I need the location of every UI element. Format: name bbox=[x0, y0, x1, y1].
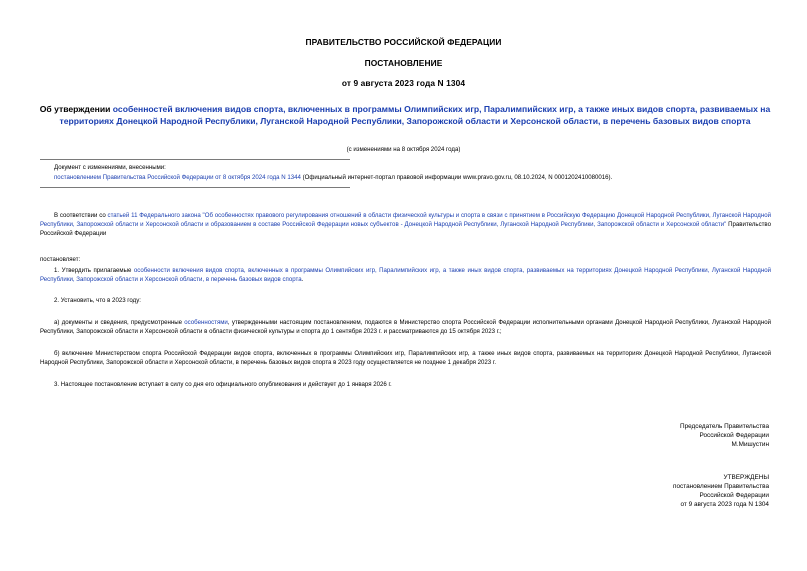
item-1-link[interactable]: особенности включения видов спорта, включенных в программы Олимпийских игр, Паралимпийских игр, а также иных видов спорта, развиваемых на территориях Донецкой Народной Республики, Луганской Народной Республики, Запорожской области и Херсонской области, в перечень базовых видов спорта bbox=[40, 267, 772, 283]
document-title bbox=[30, 104, 780, 127]
law-link[interactable]: статьей 11 Федерального закона "Об особенностях правового регулирования отношений в области физической культуры и спорта в связи с принятием в Российскую Федерацию Донецкой Народной Республики, Луганской Народной Республики, Запорожской области и Херсонской области и образованием в составе Российской Федерации новых субъектов - Донецкой Народной Республики, Луганской Народной Республики, Запорожской области и Херсонской области" bbox=[40, 212, 771, 228]
item-1-suffix: . bbox=[301, 275, 304, 283]
signature-block bbox=[680, 422, 769, 449]
document-date-number: от 9 августа 2023 года N 1304 bbox=[341, 78, 466, 88]
item-2a-link[interactable]: особенностями bbox=[184, 319, 228, 326]
item-2a-suffix: , утвержденными настоящим постановлением, подаются в Министерство спорта Российской Федерации исполнительными органами Донецкой Народной Республики, Луганской Народной Республики, Запорожской области и Херсонской области в области физической культуры и спорта до 1 сентября 2023 г. и рассматриваются до 15 октября 2023 г.; bbox=[40, 319, 771, 335]
item-3-paragraph: 3. Настоящее постановление вступает в силу со дня его официального опубликования и действует до 1 января 2026 г. bbox=[54, 381, 392, 388]
changes-source: (Официальный интернет-портал правовой информации www.pravo.gov.ru, 08.10.2024, N 0001202410080016). bbox=[300, 174, 613, 181]
title-link[interactable]: особенностей включения видов спорта, включенных в программы Олимпийских игр, Паралимпийских игр, а также иных видов спорта, развиваемых на территориях Донецкой Народной Республики, Луганской Народной Республики, Запорожской области и Херсонской области, в перечень базовых видов спорта bbox=[59, 104, 771, 126]
approved-line-4: от 9 августа 2023 года N 1304 bbox=[680, 501, 769, 509]
government-heading: ПРАВИТЕЛЬСТВО РОССИЙСКОЙ ФЕДЕРАЦИИ bbox=[305, 37, 502, 47]
signature-line-3: М.Мишустин bbox=[731, 441, 769, 449]
item-1-paragraph bbox=[40, 267, 771, 285]
changes-line bbox=[54, 174, 774, 183]
preamble-end: Правительство Российской Федерации bbox=[40, 220, 771, 237]
item-2-paragraph: 2. Установить, что в 2023 году: bbox=[54, 297, 141, 304]
item-1-prefix: 1. Утвердить прилагаемые bbox=[54, 267, 134, 274]
approved-block bbox=[673, 473, 769, 509]
item-2a-prefix: а) документы и сведения, предусмотренные bbox=[54, 319, 185, 326]
signature-line-1: Председатель Правительства bbox=[680, 423, 769, 430]
changes-link[interactable]: постановлением Правительства Российской Федерации от 8 октября 2024 года N 1344 bbox=[54, 174, 301, 181]
preamble-start: В соответствии со bbox=[54, 212, 108, 219]
item-2b-paragraph: б) включение Министерством спорта Российской Федерации видов спорта, включенных в программы Олимпийских игр, Паралимпийских игр, а также иных видов спорта, развиваемых на территориях Донецкой Народной Республики, Луганской Народной Республики, Запорожской области и Херсонской области, в перечень базовых видов спорта в 2023 году осуществляется не позднее 1 декабря 2023 г. bbox=[40, 350, 771, 366]
signature-line-2: Российской Федерации bbox=[699, 432, 769, 440]
separator-top bbox=[40, 159, 350, 160]
title-prefix: Об утверждении bbox=[39, 104, 113, 114]
preamble-paragraph bbox=[40, 212, 771, 239]
document-type-heading: ПОСТАНОВЛЕНИЕ bbox=[364, 58, 443, 68]
item-2a-paragraph bbox=[40, 319, 771, 337]
approved-line-3: Российской Федерации bbox=[699, 492, 769, 500]
approved-line-2: постановлением Правительства bbox=[673, 483, 769, 491]
changes-label: Документ с изменениями, внесенными: bbox=[54, 164, 166, 171]
revision-note: (с изменениями на 8 октября 2024 года) bbox=[346, 146, 461, 153]
separator-bottom bbox=[40, 187, 350, 188]
approved-line-1: УТВЕРЖДЕНЫ bbox=[723, 474, 769, 481]
decides-text: постановляет: bbox=[40, 256, 81, 263]
